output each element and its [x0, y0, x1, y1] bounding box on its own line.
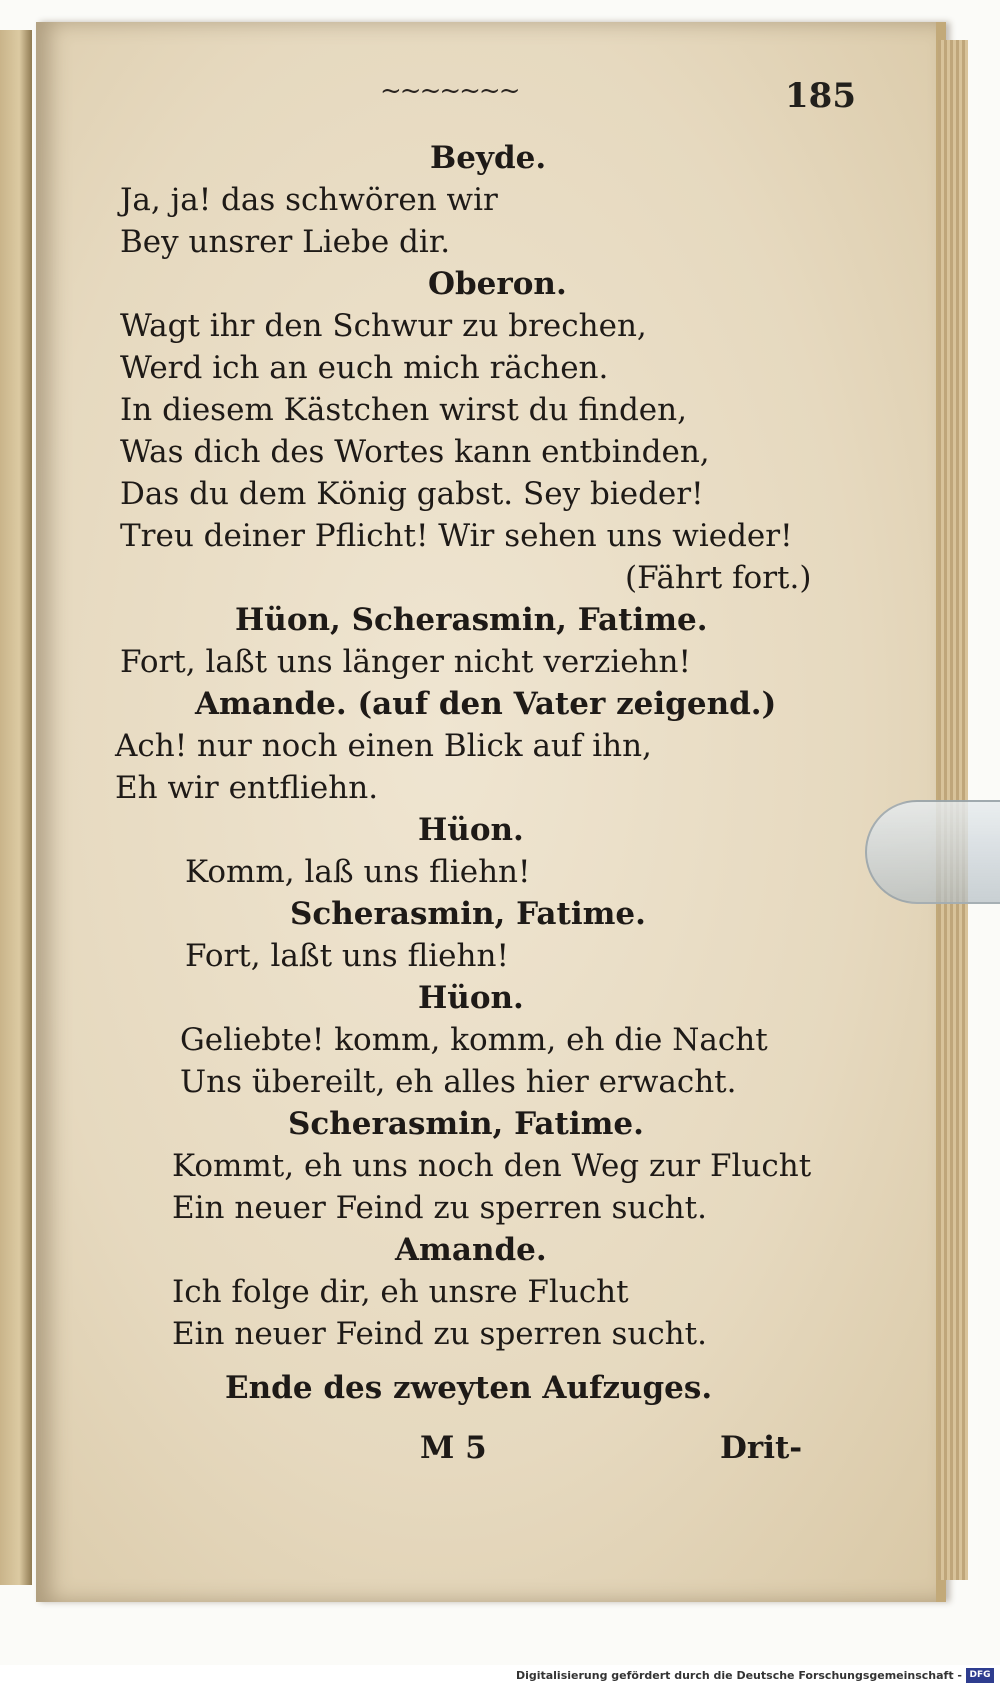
- verse-line: Ach! nur noch einen Blick auf ihn,: [115, 728, 652, 764]
- verse-line: Treu deiner Pflicht! Wir sehen uns wieder!: [120, 518, 793, 554]
- verse-line: Bey unsrer Liebe dir.: [120, 224, 451, 260]
- verse-line: Das du dem König gabst. Sey bieder!: [120, 476, 704, 512]
- verse-line: Eh wir entfliehn.: [115, 770, 379, 806]
- speaker-heading: Oberon.: [428, 266, 567, 302]
- speaker-heading: Amande. (auf den Vater zeigend.): [195, 686, 777, 722]
- speaker-heading: Amande.: [395, 1232, 547, 1268]
- verse-line: Ich folge dir, eh unsre Flucht: [172, 1274, 629, 1310]
- speaker-heading: Hüon.: [418, 812, 524, 848]
- verse-line: Geliebte! komm, komm, eh die Nacht: [180, 1022, 768, 1058]
- verse-line: Wagt ihr den Schwur zu brechen,: [120, 308, 647, 344]
- verse-line: Fort, laßt uns länger nicht verziehn!: [120, 644, 691, 680]
- footer-credit: Digitalisierung gefördert durch die Deutsche Forschungsgemeinschaft -: [515, 1669, 962, 1682]
- signature-mark: M 5: [420, 1430, 487, 1466]
- digitization-footer: [0, 1665, 1000, 1690]
- dfg-logo-icon: DFG: [966, 1668, 994, 1683]
- speaker-heading: Hüon, Scherasmin, Fatime.: [235, 602, 708, 638]
- verse-line: Werd ich an euch mich rächen.: [120, 350, 609, 386]
- page-number: 185: [785, 76, 856, 116]
- verse-line: Ein neuer Feind zu sperren sucht.: [172, 1190, 707, 1226]
- speaker-heading: Scherasmin, Fatime.: [290, 896, 646, 932]
- facing-page-edge: [0, 30, 32, 1585]
- stage-direction: (Fährt fort.): [625, 560, 812, 596]
- bookmark-clip: [865, 800, 1000, 904]
- verse-line: In diesem Kästchen wirst du finden,: [120, 392, 687, 428]
- catchword: Drit-: [720, 1430, 803, 1466]
- speaker-heading: Scherasmin, Fatime.: [288, 1106, 644, 1142]
- act-end-heading: Ende des zweyten Aufzuges.: [225, 1370, 713, 1406]
- verse-line: Komm, laß uns fliehn!: [185, 854, 531, 890]
- header-ornament: ~~~~~~~: [380, 76, 519, 106]
- verse-line: Ja, ja! das schwören wir: [120, 182, 498, 218]
- verse-line: Kommt, eh uns noch den Weg zur Flucht: [172, 1148, 812, 1184]
- speaker-heading: Beyde.: [430, 140, 547, 176]
- verse-line: Uns übereilt, eh alles hier erwacht.: [180, 1064, 737, 1100]
- verse-line: Was dich des Wortes kann entbinden,: [120, 434, 710, 470]
- speaker-heading: Hüon.: [418, 980, 524, 1016]
- verse-line: Ein neuer Feind zu sperren sucht.: [172, 1316, 707, 1352]
- verse-line: Fort, laßt uns fliehn!: [185, 938, 509, 974]
